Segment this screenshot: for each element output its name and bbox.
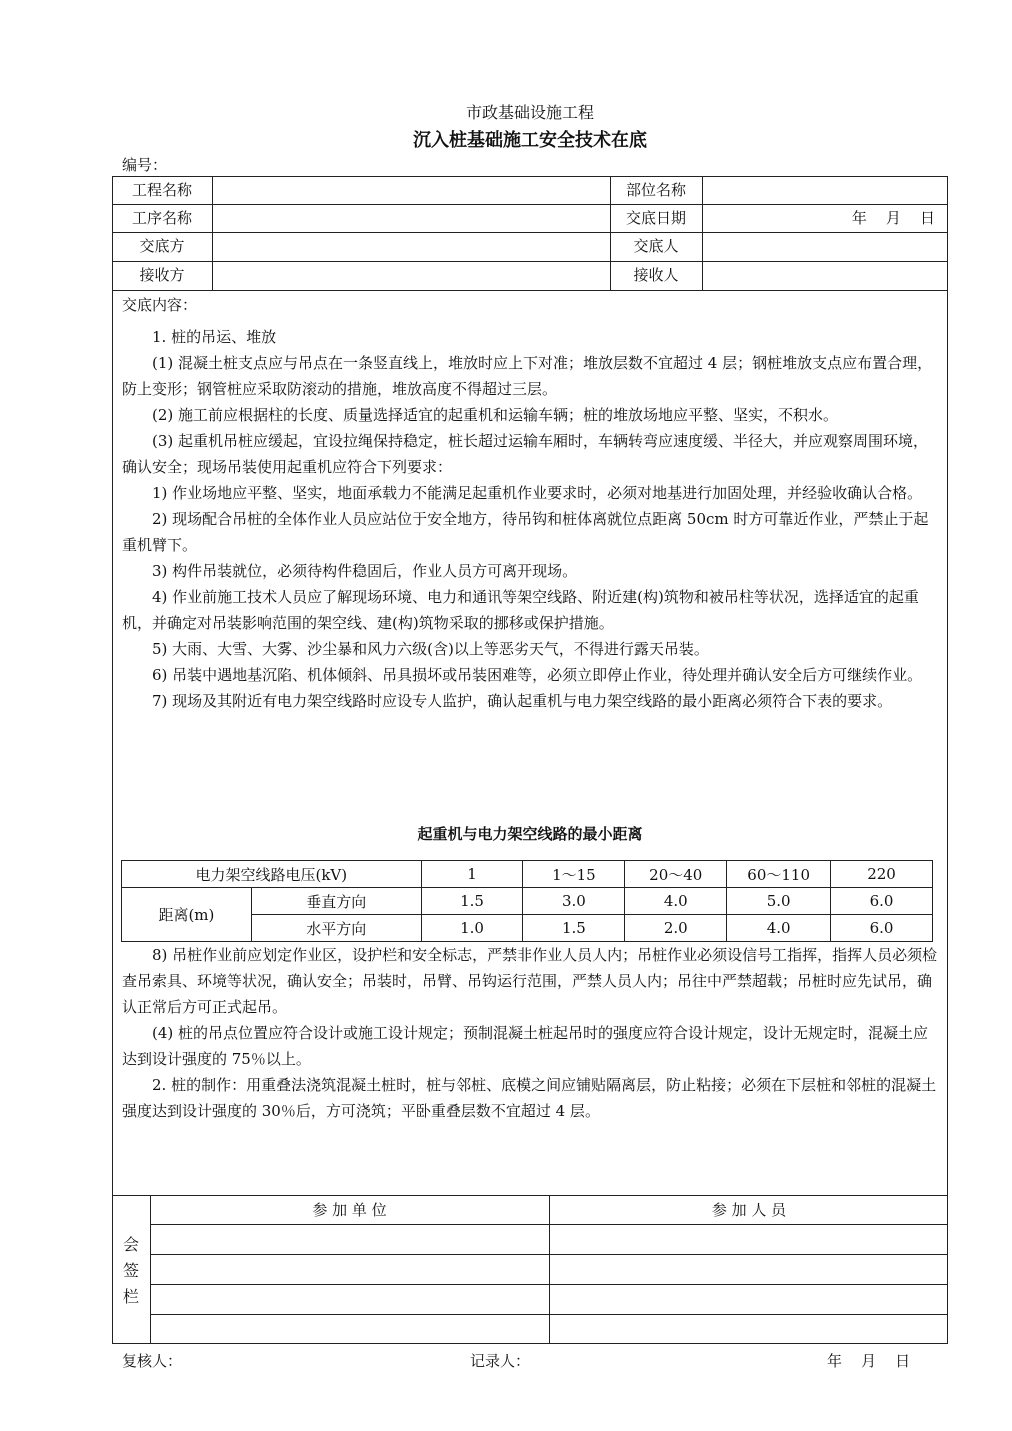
horizontal-value: 1.0 xyxy=(421,915,523,942)
content-paragraph: 6) 吊装中遇地基沉陷、机体倾斜、吊具损坏或吊装困难等，必须立即停止作业，待处理并确认安全后方可继续作业。 xyxy=(152,666,923,684)
distance-label: 距离(m) xyxy=(122,888,252,942)
table-row xyxy=(122,888,933,915)
table-row xyxy=(122,861,933,888)
doc-title: 沉入桩基础施工安全技术在底 xyxy=(413,130,647,151)
receiver-label: 接收人 xyxy=(633,266,679,284)
content-paragraph: 3) 构件吊装就位，必须待构件稳固后，作业人员方可离开现场。 xyxy=(152,562,578,580)
horizontal-value: 6.0 xyxy=(831,915,933,942)
process-name-label: 工序名称 xyxy=(131,209,192,227)
receiving-party-field[interactable] xyxy=(213,261,610,289)
part-name-field[interactable] xyxy=(703,176,948,204)
reviewer-label: 复核人： xyxy=(122,1352,183,1370)
person-field[interactable] xyxy=(550,1315,948,1343)
content-paragraph: 5) 大雨、大雪、大雾、沙尘暴和风力六级(含)以上等恶劣天气，不得进行露天吊装。 xyxy=(152,640,709,658)
process-name-field[interactable] xyxy=(213,204,610,232)
voltage-value: 1 xyxy=(421,861,523,888)
project-name-label: 工程名称 xyxy=(131,181,192,199)
vertical-label: 垂直方向 xyxy=(251,888,421,915)
distance-table-title: 起重机与电力架空线路的最小距离 xyxy=(417,825,643,843)
serial-number-label: 编号： xyxy=(122,156,168,174)
horizontal-value: 1.5 xyxy=(523,915,625,942)
signoff-label: 签 xyxy=(122,1261,139,1280)
unit-field[interactable] xyxy=(151,1225,549,1253)
vertical-value: 4.0 xyxy=(625,888,727,915)
briefing-party-label: 交底方 xyxy=(139,237,185,255)
voltage-value: 20～40 xyxy=(625,861,727,888)
footer-date: 年 月 日 xyxy=(827,1352,911,1370)
content-paragraph: 7) 现场及其附近有电力架空线路时应设专人监护，确认起重机与电力架空线路的最小距离必须符合下表的要求。 xyxy=(152,692,893,710)
content-paragraph: (4) 桩的吊点位置应符合设计或施工设计规定；预制混凝土桩起吊时的强度应符合设计规定，设计无规定时，混凝土应达到设计强度的 75％以上。 xyxy=(122,1024,929,1068)
content-paragraph: 8) 吊桩作业前应划定作业区，设护栏和安全标志，严禁非作业人员人内；吊桩作业必须设信号工指挥，指挥人员必须检查吊索具、环境等状况，确认安全；吊装时，吊臂、吊钩运行范围，严禁人员人内；吊往中严禁超载；吊桩时应先试吊，确认正常后方可正式起吊。 xyxy=(122,946,938,1016)
content-paragraph: (2) 施工前应根据柱的长度、质量选择适宜的起重机和运输车辆；桩的堆放场地应平整、坚实，不积水。 xyxy=(152,406,839,424)
voltage-value: 220 xyxy=(831,861,933,888)
voltage-label: 电力架空线路电压(kV) xyxy=(122,861,422,888)
content-label: 交底内容： xyxy=(122,296,198,314)
project-name-field[interactable] xyxy=(213,176,610,204)
content-paragraph: (1) 混凝土桩支点应与吊点在一条竖直线上，堆放时应上下对准；堆放层数不宜超过 4 层；钢桩堆放支点应布置合理，防上变形；钢管桩应采取防滚动的措施，堆放高度不得超过三层。 xyxy=(122,354,933,398)
content-paragraph: (3) 起重机吊桩应缓起，宜设拉绳保持稳定，桩长超过运输车厢时，车辆转弯应速度缓、半径大，并应观察周围环境，确认安全；现场吊装使用起重机应符合下列要求： xyxy=(122,432,929,476)
person-field[interactable] xyxy=(550,1255,948,1283)
briefing-date-label: 交底日期 xyxy=(625,209,686,227)
content-paragraph: 2. 桩的制作：用重叠法浇筑混凝土桩时，桩与邻桩、底模之间应铺贴隔离层，防止粘接；必须在下层桩和邻桩的混凝土强度达到设计强度的 30％后，方可浇筑；平卧重叠层数不宜超过 4 层。 xyxy=(122,1076,937,1120)
person-field[interactable] xyxy=(550,1285,948,1313)
receiving-party-label: 接收方 xyxy=(139,266,185,284)
participating-unit-header: 参 加 单 位 xyxy=(312,1201,387,1219)
vertical-value: 5.0 xyxy=(727,888,831,915)
grid-line xyxy=(112,290,948,291)
horizontal-label: 水平方向 xyxy=(251,915,421,942)
content-paragraph: 4) 作业前施工技术人员应了解现场环境、电力和通讯等架空线路、附近建(构)筑物和被吊柱等状况，选择适宜的起重机，并确定对吊装影响范围的架空线、建(构)筑物采取的挪移或保护措施。 xyxy=(122,588,919,632)
receiver-field[interactable] xyxy=(703,261,948,289)
vertical-value: 1.5 xyxy=(421,888,523,915)
briefing-party-field[interactable] xyxy=(213,232,610,260)
content-paragraph: 1) 作业场地应平整、坚实，地面承载力不能满足起重机作业要求时，必须对地基进行加固处理，并经验收确认合格。 xyxy=(152,484,923,502)
briefing-date-field[interactable]: 年 月 日 xyxy=(851,209,935,227)
briefer-label: 交底人 xyxy=(633,237,679,255)
briefing-content-continued xyxy=(122,942,940,1124)
person-field[interactable] xyxy=(550,1225,948,1253)
doc-subtitle: 市政基础设施工程 xyxy=(465,103,594,122)
briefing-content xyxy=(122,292,940,714)
vertical-value: 6.0 xyxy=(831,888,933,915)
content-paragraph: 2) 现场配合吊桩的全体作业人员应站位于安全地方，待吊钩和桩体离就位点距离 50cm 时方可靠近作业，严禁止于起重机臂下。 xyxy=(122,510,929,554)
unit-field[interactable] xyxy=(151,1255,549,1283)
content-paragraph: 1. 桩的吊运、堆放 xyxy=(152,328,277,346)
unit-field[interactable] xyxy=(151,1315,549,1343)
unit-field[interactable] xyxy=(151,1285,549,1313)
voltage-value: 60～110 xyxy=(727,861,831,888)
recorder-label: 记录人： xyxy=(470,1352,531,1370)
vertical-value: 3.0 xyxy=(523,888,625,915)
voltage-value: 1～15 xyxy=(523,861,625,888)
briefer-field[interactable] xyxy=(703,232,948,260)
participating-person-header: 参 加 人 员 xyxy=(711,1201,787,1219)
signoff-label: 会 xyxy=(122,1235,139,1254)
distance-table xyxy=(121,860,933,942)
horizontal-value: 4.0 xyxy=(727,915,831,942)
signoff-label: 栏 xyxy=(122,1287,139,1306)
part-name-label: 部位名称 xyxy=(625,181,686,199)
horizontal-value: 2.0 xyxy=(625,915,727,942)
